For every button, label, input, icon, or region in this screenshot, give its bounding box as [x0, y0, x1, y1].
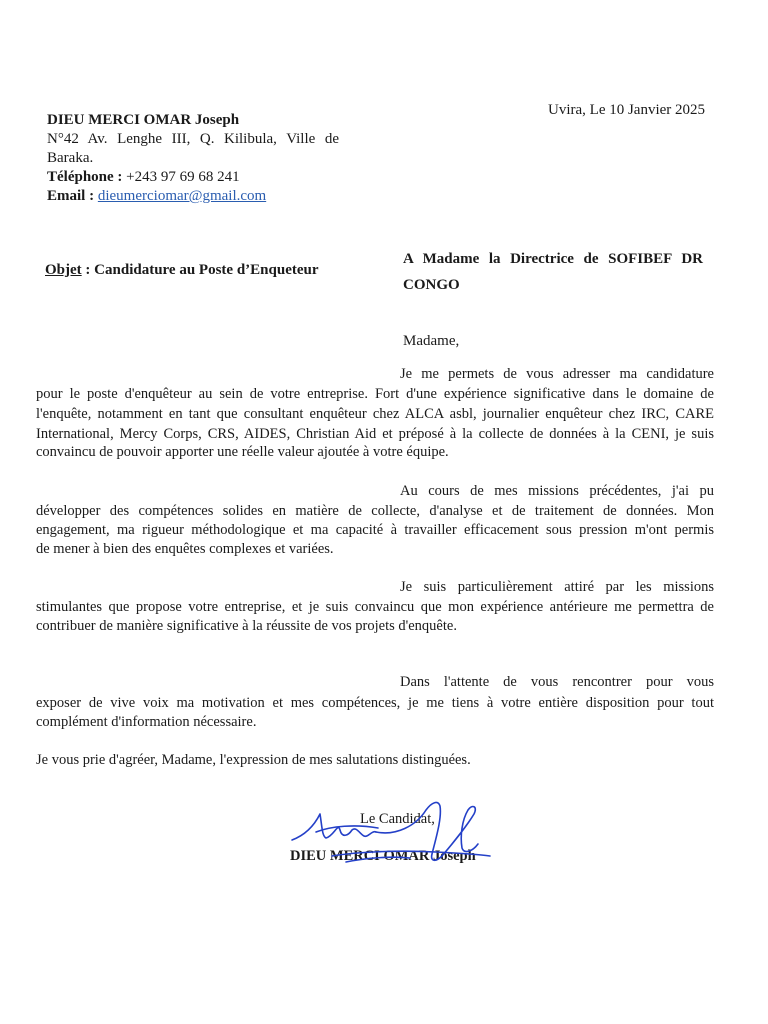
email-label: Email :	[47, 188, 95, 204]
p4-line2: exposer de vive voix ma motivation et mes compétences, je me tiens à votre entière disposition pour tout	[36, 695, 714, 711]
sender-block	[47, 111, 339, 206]
p3-line1: Je suis particulièrement attiré par les missions	[400, 579, 714, 595]
signature-role: Le Candidat,	[360, 811, 435, 827]
phone-value: +243 97 69 68 241	[126, 169, 240, 185]
subject-separator: :	[81, 262, 95, 278]
p2-line3: engagement, ma rigueur méthodologique et ma capacité à travailler efficacement sous pression m'ont permis	[36, 522, 714, 538]
p2-line1: Au cours de mes missions précédentes, j'ai pu	[400, 483, 714, 499]
p3-line3: contribuer de manière significative à la réussite de vos projets d'enquête.	[36, 618, 457, 634]
recipient-line2: CONGO	[403, 277, 460, 293]
p1-line2: pour le poste d'enquêteur au sein de votre entreprise. Fort d'une expérience significative dans le domaine de	[36, 386, 714, 402]
p1-line4: International, Mercy Corps, CRS, AIDES, Christian Aid et préposé à la collecte de données à la CENI, je suis	[36, 426, 714, 442]
p1-line3: l'enquête, notamment en tant que consultant enquêteur chez ALCA asbl, journalier enquêteur chez IRC, CARE	[36, 406, 714, 422]
p4-line3: complément d'information nécessaire.	[36, 714, 257, 730]
email-link[interactable]: dieumerciomar@gmail.com	[97, 188, 267, 204]
p2-line2: développer des compétences solides en matière de collecte, d'analyse et de traitement de données. Mon	[36, 503, 714, 519]
phone-label: Téléphone :	[47, 169, 123, 185]
salutation: Madame,	[403, 333, 460, 349]
place-date: Uvira, Le 10 Janvier 2025	[548, 102, 706, 118]
p1-line1: Je me permets de vous adresser ma candidature	[400, 366, 714, 382]
p2-line4: de mener à bien des enquêtes complexes et variées.	[36, 541, 334, 557]
recipient-block	[403, 246, 703, 298]
p1-line5: convaincu de pouvoir apporter une réelle valeur ajoutée à votre équipe.	[36, 444, 449, 460]
sender-email-row	[47, 187, 339, 206]
subject-line	[45, 261, 319, 280]
handwritten-signature	[286, 796, 496, 876]
sender-address-line2: Baraka.	[47, 150, 94, 166]
recipient-line1: A Madame la Directrice de SOFIBEF DR	[403, 251, 703, 267]
sender-phone-row	[47, 168, 339, 187]
subject-label: Objet	[45, 262, 82, 278]
subject-text: Candidature au Poste d’Enqueteur	[94, 262, 319, 278]
p3-line2: stimulantes que propose votre entreprise, et je suis convaincu que mon expérience antérieure me permettra de	[36, 599, 714, 615]
signature-name: DIEU MERCI OMAR Joseph	[290, 848, 476, 864]
p4-line1: Dans l'attente de vous rencontrer pour vous	[400, 674, 714, 690]
closing-line: Je vous prie d'agréer, Madame, l'expression de mes salutations distinguées.	[36, 752, 471, 768]
sender-address-line1: N°42 Av. Lenghe III, Q. Kilibula, Ville de	[47, 131, 339, 147]
sender-name: DIEU MERCI OMAR Joseph	[47, 112, 240, 128]
